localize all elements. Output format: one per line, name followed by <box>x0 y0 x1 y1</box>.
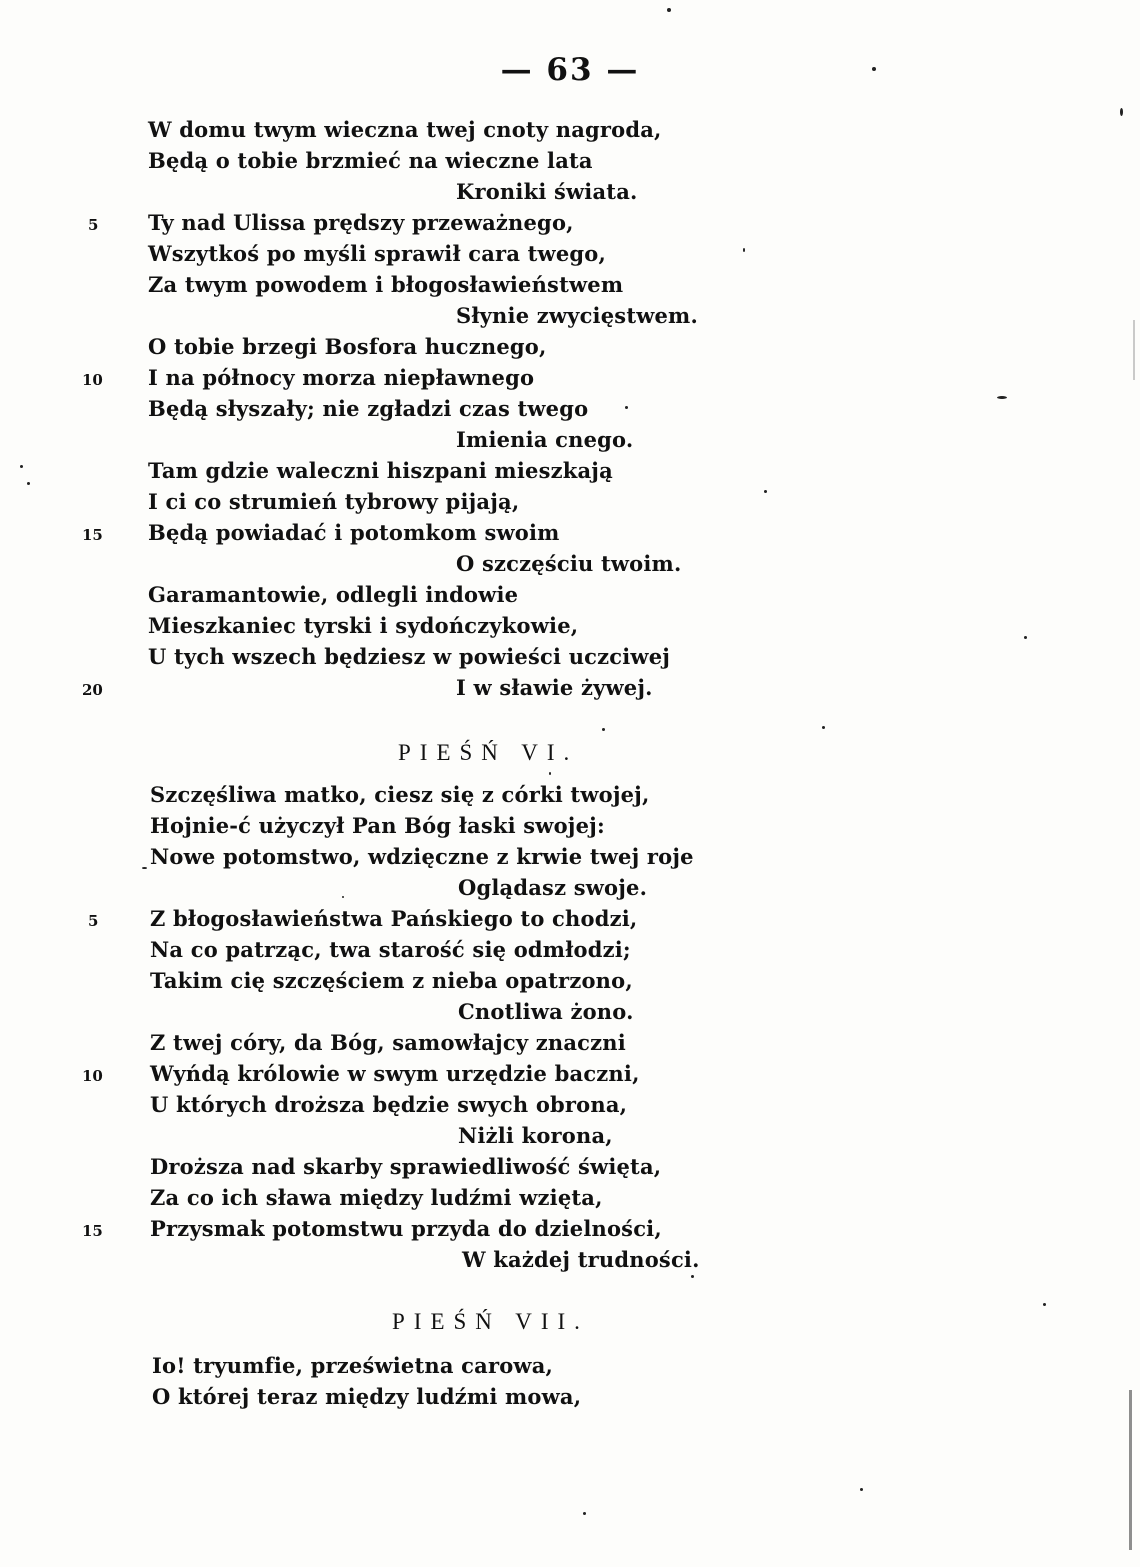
verse-line: Mieszkaniec tyrski i sydończykowie, <box>148 613 579 638</box>
verse-line: O tobie brzegi Bosfora hucznego, <box>148 334 547 359</box>
verse-line: I ci co strumień tybrowy pijają, <box>148 489 520 514</box>
verse-line-indented: Słynie zwycięstwem. <box>456 303 698 328</box>
verse-line: Na co patrząc, twa starość się odmłodzi; <box>150 937 631 962</box>
verse-line: Takim cię szczęściem z nieba opatrzono, <box>150 968 633 993</box>
verse-line: U których droższa będzie swych obrona, <box>150 1092 628 1117</box>
verse-line: Nowe potomstwo, wdzięczne z krwie twej roje <box>150 844 694 869</box>
verse-line: Szczęśliwa matko, ciesz się z córki twojej, <box>150 782 650 807</box>
verse-line: Wszytkoś po myśli sprawił cara twego, <box>148 241 606 266</box>
verse-line: Będą o tobie brzmieć na wieczne lata <box>148 148 593 173</box>
verse-line-indented: Niżli korona, <box>458 1123 613 1148</box>
verse-line-indented: Imienia cnego. <box>456 427 634 452</box>
line-number: 15 <box>82 1222 103 1240</box>
verse-line: Z błogosławieństwa Pańskiego to chodzi, <box>150 906 638 931</box>
line-number: 20 <box>82 681 103 699</box>
verse-line-indented: Kroniki świata. <box>456 179 638 204</box>
verse-line: I na północy morza niepławnego <box>148 365 535 390</box>
line-number: 10 <box>82 1067 103 1085</box>
verse-line: Garamantowie, odlegli indowie <box>148 582 519 607</box>
line-number: 15 <box>82 526 103 544</box>
verse-line: Za twym powodem i błogosławieństwem <box>148 272 624 297</box>
verse-line: Tam gdzie waleczni hiszpani mieszkają <box>148 458 613 483</box>
line-number: 5 <box>88 216 99 234</box>
verse-line: Będą powiadać i potomkom swoim <box>148 520 560 545</box>
verse-line: Io! tryumfie, prześwietna carowa, <box>152 1353 554 1378</box>
verse-line: Z twej córy, da Bóg, samowłajcy znaczni <box>150 1030 626 1055</box>
verse-line-indented: W każdej trudności. <box>462 1247 700 1272</box>
verse-line: O której teraz między ludźmi mowa, <box>152 1384 582 1409</box>
line-number: 5 <box>88 912 99 930</box>
verse-line: Przysmak potomstwu przyda do dzielności, <box>150 1216 662 1241</box>
verse-line-indented: I w sławie żywej. <box>456 675 653 700</box>
verse-line: Za co ich sława między ludźmi wzięta, <box>150 1185 603 1210</box>
verse-line: Hojnie-ć użyczył Pan Bóg łaski swojej: <box>150 813 605 838</box>
verse-line-indented: O szczęściu twoim. <box>456 551 682 576</box>
verse-line: Droższa nad skarby sprawiedliwość święta, <box>150 1154 662 1179</box>
verse-line: Wyńdą królowie w swym urzędzie baczni, <box>150 1061 640 1086</box>
line-number: 10 <box>82 371 103 389</box>
page-number: — 63 — <box>500 52 640 88</box>
verse-line-indented: Oglądasz swoje. <box>458 875 648 900</box>
verse-line-indented: Cnotliwa żono. <box>458 999 634 1024</box>
verse-line: U tych wszech będziesz w powieści uczciwej <box>148 644 671 669</box>
section-heading: PIEŚŃ VI. <box>398 740 579 765</box>
verse-line: Będą słyszały; nie zgładzi czas twego <box>148 396 589 421</box>
section-heading: PIEŚŃ VII. <box>392 1309 589 1334</box>
verse-line: W domu twym wieczna twej cnoty nagroda, <box>148 117 662 142</box>
verse-line: Ty nad Ulissa prędszy przeważnego, <box>148 210 574 235</box>
